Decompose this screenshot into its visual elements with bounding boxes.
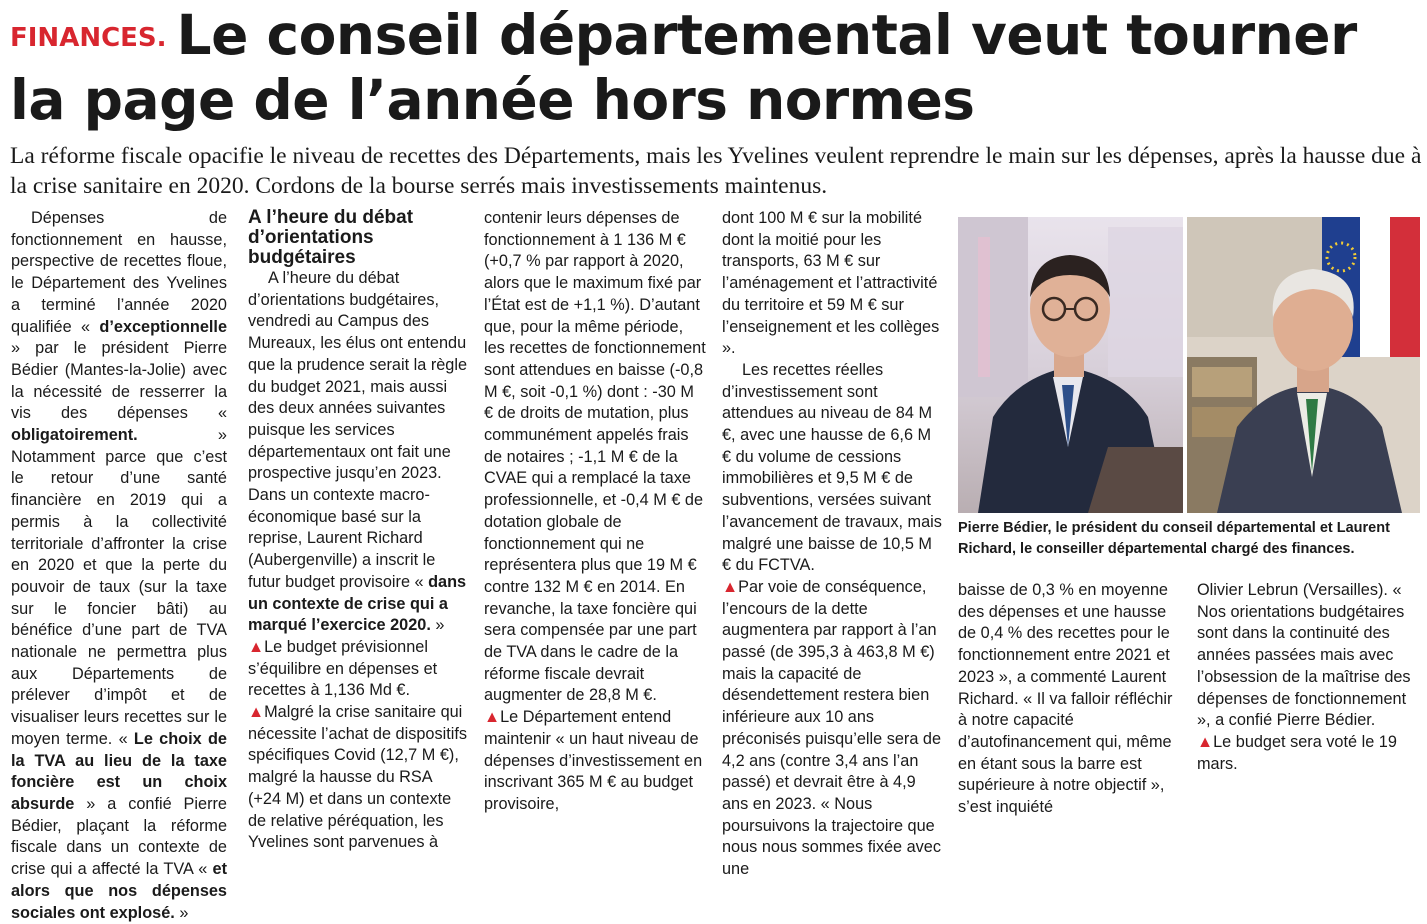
- paragraph: Les recettes réelles d’investissement sont attendues au niveau de 84 M €, avec une hausse de 6,6 M € du volume de cessions immobilières et 9,5 M € de subventions, versées suivant l’avancement de travaux, mais malgré une baisse de 10,5 M € du FCTVA.: [722, 360, 942, 575]
- bullet-paragraph: ▲Le budget prévisionnel s’équilibre en dépenses et recettes à 1,136 Md €.: [248, 637, 438, 700]
- paragraph: dont 100 M € sur la mobilité dont la moitié pour les transports, 63 M € sur l’aménagement et l’attractivité du territoire et 59 M € sur l’enseignement et les collèges ».: [722, 209, 940, 358]
- paragraph: Olivier Lebrun (Versailles). « Nos orientations budgétaires sont dans la continuité des années passées mais avec l’obsession de la maîtrise des dépenses de fonctionnement », a confié Pierre Bédier.: [1197, 581, 1411, 730]
- bullet-paragraph: ▲Le budget sera voté le 19 mars.: [1197, 732, 1397, 773]
- sub-heading: A l’heure du débat d’orientations budgétaires: [248, 207, 414, 268]
- article-column-5: [958, 580, 1180, 819]
- bullet-paragraph: ▲Malgré la crise sanitaire qui nécessite l’achat de dispositifs spécifiques Covid (12,7 M €), malgré la hausse du RSA (+24 M) et dans un contexte de relative péréquation, les Yvelines sont parvenues à: [248, 703, 468, 852]
- article-column-1: [11, 208, 227, 924]
- article-column-3: [484, 208, 706, 816]
- red-triangle-icon: ▲: [484, 708, 501, 727]
- paragraph: Dépenses de fonctionnement en hausse, perspective de recettes floue, le Département des Yvelines a terminé l’année 2020 qualifiée « d’exceptionnelle » par le président Pierre Bédier (Mantes-la-Jolie) avec la nécessité de resserrer la vis des dépenses « obligatoirement. » Notamment parce que c’est le retour d’une santé financière en 2019 qui a permis à la collectivité territoriale d’affronter la crise en 2020 et que la perte du pouvoir de taux (sur la taxe sur le foncier bâti) au bénéfice d’une part de TVA nationale ne permettra plus aux Départements de prélever d’impôt et de visualiser leurs recettes sur le moyen terme. « Le choix de la TVA au lieu de la taxe foncière est un choix absurde » a confié Pierre Bédier, plaçant la réforme fiscale dans un contexte de crise qui a affecté la TVA « et alors que nos dépenses sociales ont explosé. »: [11, 209, 227, 922]
- red-triangle-icon: ▲: [1197, 732, 1214, 751]
- paragraph: contenir leurs dépenses de fonctionnement à 1 136 M € (+0,7 % par rapport à 2020, alors que le maximum fixé par l’État est de +1,1 %). D’autant que, pour la même période, les recettes de fonctionnement sont attendues en baisse (-0,8 M €, soit -0,1 %) dont : -30 M € de droits de mutation, plus communément appelés frais de notaires ; -1,1 M € de la CVAE qui a remplacé la taxe professionnelle, et -0,4 M € de dotation globale de fonctionnement qui ne représentera plus que 19 M € contre 132 M € en 2014. En revanche, la taxe foncière qui sera compensée par une part de TVA dans le cadre de la réforme fiscale devrait augmenter de 28,8 M €.: [484, 209, 706, 705]
- bullet-paragraph: ▲Le Département entend maintenir « un haut niveau de dépenses d’investissement en inscrivant 365 M € au budget provisoire,: [484, 708, 703, 813]
- section-kicker: FINANCES.: [10, 23, 167, 53]
- photo-laurent-richard-image: [1187, 217, 1420, 513]
- bullet-paragraph: ▲Par voie de conséquence, l’encours de la dette augmentera par rapport à l’an passé (de 395,3 à 463,8 M €) mais la capacité de désendettement restera bien inférieure aux 10 ans préconisés puisqu’elle sera de 4,2 ans (contre 3,4 ans l’an passé) et devrait être à 4,9 ans en 2023. « Nous poursuivons la trajectoire que nous nous sommes fixée avec une: [722, 577, 942, 879]
- article-column-2: [248, 208, 468, 854]
- headline-title: Le conseil départemental veut tourner la page de l’année hors normes: [10, 3, 1357, 132]
- paragraph: A l’heure du débat d’orientations budgétaires, vendredi au Campus des Mureaux, les élus ont entendu que la prudence serait la règle du budget 2021, mais aussi des deux années suivantes puisque les services départementaux ont fait une prospective jusqu’en 2023. Dans un contexte macro-économique basé sur la reprise, Laurent Richard (Aubergenville) a inscrit le futur budget provisoire « dans un contexte de crise qui a marqué l’exercice 2020. »: [248, 269, 468, 635]
- photo-pierre-bedier: [958, 217, 1183, 513]
- article-column-4: [722, 208, 942, 881]
- photo-caption: Pierre Bédier, le président du conseil départemental et Laurent Richard, le conseiller départemental chargé des finances.: [958, 520, 1390, 557]
- article-column-6: [1197, 580, 1419, 775]
- photo-laurent-richard: [1187, 217, 1420, 513]
- paragraph: baisse de 0,3 % en moyenne des dépenses et une hausse de 0,4 % des recettes pour le fonctionnement entre 2021 et 2023 », a commenté Laurent Richard. « Il va falloir réfléchir à notre capacité d’autofinancement qui, même en étant sous la barre est supérieure à notre objectif », s’est inquiété: [958, 581, 1173, 817]
- red-triangle-icon: ▲: [722, 577, 739, 596]
- photo-pierre-bedier-image: [958, 217, 1183, 513]
- red-triangle-icon: ▲: [248, 637, 265, 656]
- red-triangle-icon: ▲: [248, 703, 265, 722]
- standfirst: La réforme fiscale opacifie le niveau de recettes des Départements, mais les Yvelines veulent reprendre le main sur les dépenses, après la hausse due à la crise sanitaire en 2020. Cordons de la bourse serrés mais investissements maintenus.: [10, 143, 1422, 199]
- headline: [10, 4, 1420, 131]
